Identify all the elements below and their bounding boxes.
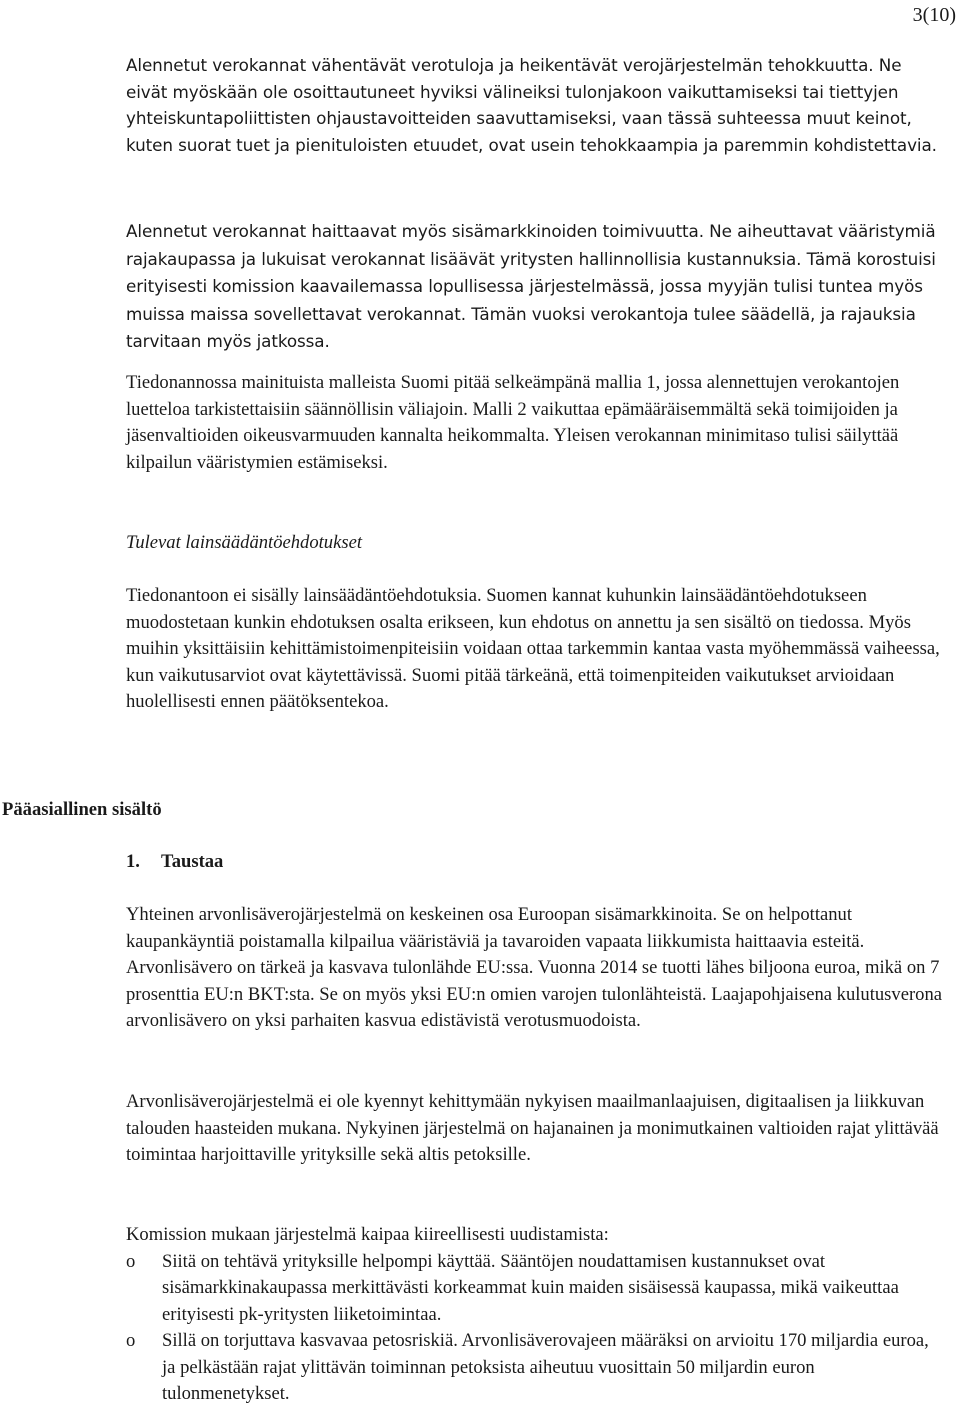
future-proposals-heading: Tulevat lainsäädäntöehdotukset [126,532,363,553]
intro-paragraph-2-body: Ne aiheuttavat vääristymiä rajakaupassa ja lukuisat verokannat lisäävät yritysten hallinnollisia kustannuksia. Tämä korostuisi erityisesti komission kaavailemassa lopullisessa järjestelmässä, jossa myyjän tulisi tuntea myös muissa maissa sovellettavat verokannat. Tämän vuoksi verokantoja tulee säädellä, ja rajauksia tarvitaan myös jatkossa. [126,221,936,351]
section-1-title: Taustaa [161,851,224,872]
reform-list [126,1249,946,1408]
reform-list-intro: Komission mukaan järjestelmä kaipaa kiireellisesti uudistamista: [126,1224,609,1245]
section-1-number: 1. [126,851,140,872]
bullet-marker: o [126,1250,136,1272]
bullet-marker: o [126,1330,136,1351]
section-1-heading [126,849,223,875]
section-1-paragraph-2-text: Arvonlisäverojärjestelmä ei ole kyennyt kehittymään nykyisen maailmanlaajuisen, digitaalisen ja liikkuvan talouden haasteiden mukana. Nykyinen järjestelmä on hajanainen ja monimutkainen valtioiden rajat ylittävää toimintaa harjoittaville yrityksille sekä altis petoksille. [126,1091,939,1165]
intro-paragraph-1 [126,52,938,158]
list-item [126,1328,946,1408]
intro-paragraph-2-lead: Alennetut verokannat haittaavat myös sisämarkkinoiden toimivuutta. [126,221,704,241]
main-content-heading: Pääasiallinen sisältö [2,799,162,820]
future-proposals-text: Tiedonantoon ei sisälly lainsäädäntöehdotuksia. Suomen kannat kuhunkin lainsäädäntöehdotukseen muodostetaan kunkin ehdotuksen osalta erikseen, kun ehdotus on annettu ja sen sisältö on tiedossa. Myös muihin yksittäisiin kehittämistoimenpiteisiin voidaan ottaa tarkemmin kantaa vasta myöhemmässä vaiheessa, kun vaikutusarviot ovat käytettävissä. Suomi pitää tärkeänä, että toimenpiteiden vaikutukset arvioidaan huolellisesti ennen päätöksentekoa. [126,585,940,712]
intro-paragraph-3-text: Tiedonannossa mainituista malleista Suomi pitää selkeämpänä mallia 1, jossa alennettujen verokantojen luetteloa tarkistettaisiin säännöllisin väliajoin. Malli 2 vaikuttaa epämääräisemmältä sekä toimijoiden ja jäsenvaltioiden oikeusvarmuuden kannalta heikommalta. Yleisen verokannan minimitaso tulisi säilyttää kilpailun vääristymien estämiseksi. [126,372,900,473]
intro-paragraph-1-text: Alennetut verokannat vähentävät verotuloja ja heikentävät verojärjestelmän tehokkuutta. Ne eivät myöskään ole osoittautuneet hyviksi välineiksi tulonjakoon vaikuttamiseksi tai tiettyjen yhteiskuntapoliittisten ohjaustavoitteiden saavuttamiseksi, vaan tässä suhteessa muut keinot, kuten suorat tuet ja pienituloisten etuudet, ovat usein tehokkaampia ja paremmin kohdistettavia. [126,55,937,155]
intro-paragraph-3 [126,370,946,476]
list-item-text: Siitä on tehtävä yrityksille helpompi käyttää. Sääntöjen noudattamisen kustannukset ovat sisämarkkinakaupassa merkittävästi korkeammat kuin maiden sisäisessä kaupassa, mikä vaikeuttaa erityisesti pk-yritysten liiketoimintaa. [162,1250,899,1325]
section-1-paragraph-2 [126,1089,946,1169]
section-1-paragraph-1 [126,902,946,1035]
section-1-paragraph-1-text: Yhteinen arvonlisäverojärjestelmä on keskeinen osa Euroopan sisämarkkinoita. Se on helpottanut kaupankäyntiä poistamalla kilpailua vääristäviä ja tavaroiden vapaata liikkumista haittaavia esteitä. Arvonlisävero on tärkeä ja kasvava tulonlähde EU:ssa. Vuonna 2014 se tuotti lähes biljoona euroa, mikä on 7 prosenttia EU:n BKT:sta. Se on myös yksi EU:n omien varojen tulonlähteistä. Laajapohjaisena kulutusverona arvonlisävero on yksi parhaiten kasvua edistävistä verotusmuodoista. [126,904,943,1031]
future-proposals-paragraph [126,583,946,716]
list-item-text: Sillä on torjuttava kasvavaa petosriskiä. Arvonlisäverovajeen määräksi on arvioitu 170 miljardia euroa, ja pelkästään rajat ylittävän toiminnan petoksista aiheutuu vuosittain 50 miljardin euron tulonmenetykset. [162,1330,929,1404]
intro-paragraph-2-text [126,218,946,356]
intro-paragraph-2 [126,218,946,356]
list-item [126,1249,946,1329]
page-number: 3(10) [912,4,956,26]
reform-list-section [126,1222,946,1408]
